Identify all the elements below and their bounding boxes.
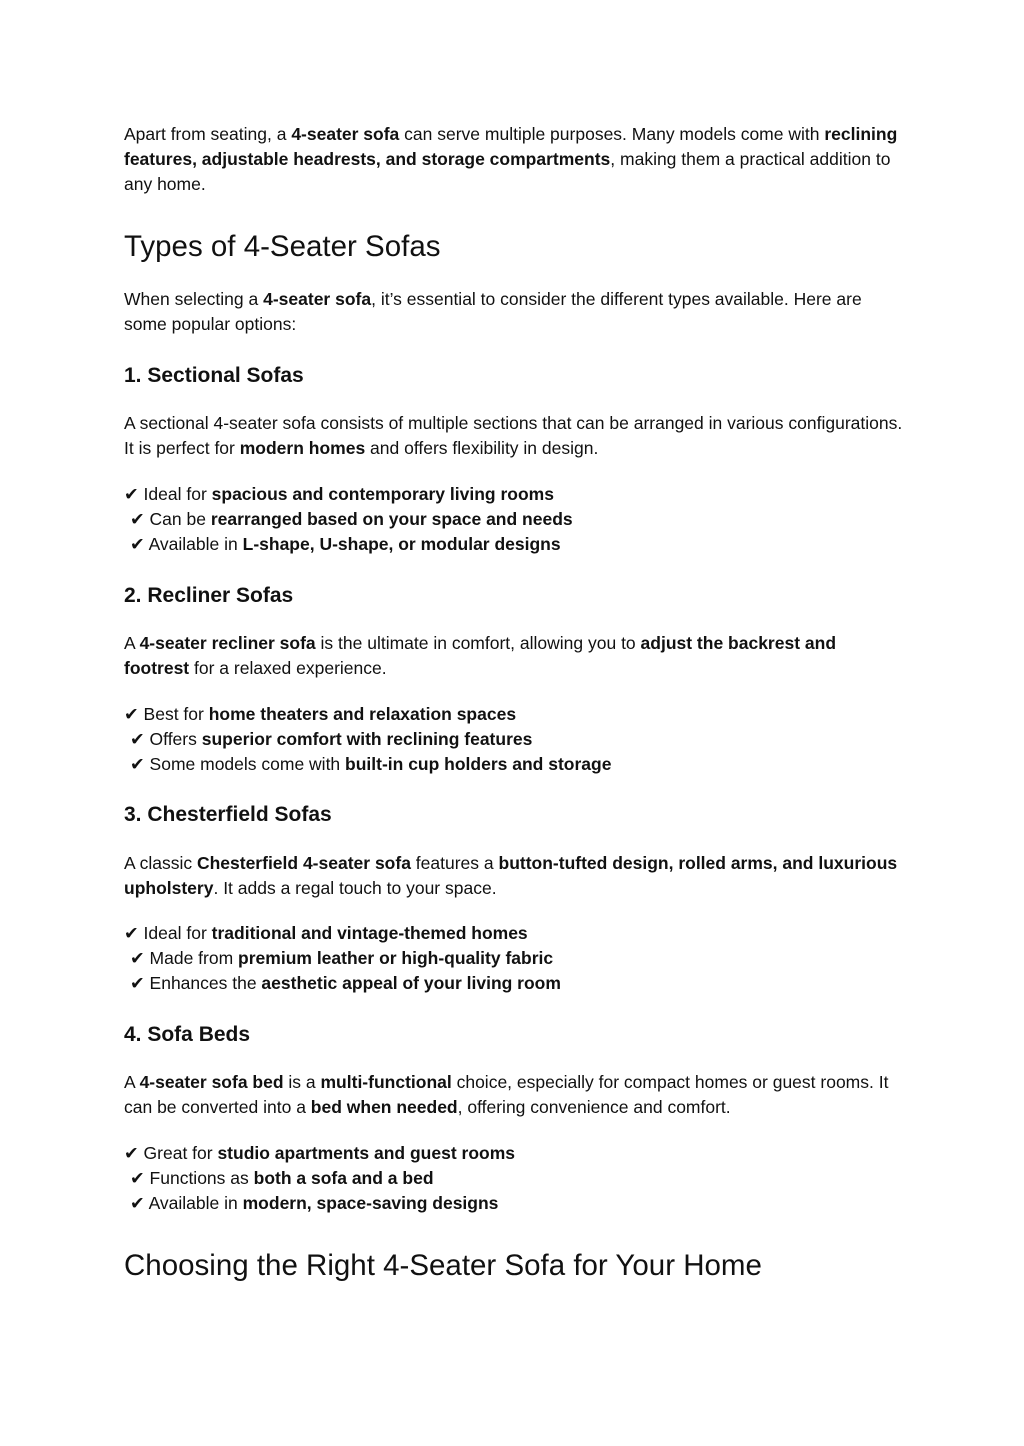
text-run: , offering convenience and comfort. — [457, 1097, 731, 1117]
sectional-paragraph — [124, 411, 904, 461]
choosing-heading: Choosing the Right 4-Seater Sofa for Your Home — [124, 1249, 762, 1282]
checkmark-icon: ✔ — [130, 948, 145, 968]
checkmark-icon: ✔ — [130, 729, 145, 749]
recliner-paragraph — [124, 631, 904, 681]
bold-run: L-shape, U-shape, or modular designs — [242, 534, 561, 554]
checklist-item — [124, 727, 904, 752]
bold-run: adjust the backrest and footrest — [124, 633, 837, 678]
intro-paragraph — [124, 122, 904, 197]
text-run: and offers flexibility in design. — [365, 438, 599, 458]
sofabed-checklist — [124, 1141, 904, 1216]
checkmark-icon: ✔ — [124, 923, 139, 943]
text-run: A classic — [124, 853, 197, 873]
chesterfield-paragraph — [124, 851, 904, 901]
text-run: Best for — [138, 704, 209, 724]
text-run: Ideal for — [138, 923, 212, 943]
text-run: , it’s essential to consider the different types available. Here are some popular options: — [124, 289, 862, 334]
text-run: When selecting a — [124, 289, 264, 309]
checkmark-icon: ✔ — [130, 1168, 145, 1188]
bold-run: modern homes — [239, 438, 366, 458]
text-run: choice, especially for compact homes or guest rooms. It can be converted into a — [124, 1072, 889, 1117]
checkmark-icon: ✔ — [124, 1143, 139, 1163]
types-heading: Types of 4-Seater Sofas — [124, 230, 441, 263]
recliner-heading: 2. Recliner Sofas — [124, 584, 294, 607]
sectional-heading: 1. Sectional Sofas — [124, 364, 304, 387]
checklist-item — [124, 507, 904, 532]
recliner-checklist — [124, 702, 904, 777]
text-run: features a — [410, 853, 499, 873]
checklist-item — [124, 971, 904, 996]
checklist-item — [124, 482, 904, 507]
bold-run: superior comfort with reclining features — [201, 729, 533, 749]
bold-run: aesthetic appeal of your living room — [261, 973, 561, 993]
chesterfield-checklist — [124, 921, 904, 996]
text-run: , making them a practical addition to any home. — [124, 149, 891, 194]
sectional-checklist — [124, 482, 904, 557]
bold-run: traditional and vintage-themed homes — [211, 923, 528, 943]
checkmark-icon: ✔ — [130, 509, 145, 529]
bold-run: home theaters and relaxation spaces — [208, 704, 517, 724]
text-run: Functions as — [144, 1168, 254, 1188]
bold-run: both a sofa and a bed — [253, 1168, 434, 1188]
bold-run: 4-seater recliner sofa — [139, 633, 316, 653]
bold-run: 4-seater sofa bed — [139, 1072, 284, 1092]
text-run: Great for — [138, 1143, 218, 1163]
checklist-item — [124, 946, 904, 971]
bold-run: studio apartments and guest rooms — [217, 1143, 515, 1163]
chesterfield-heading: 3. Chesterfield Sofas — [124, 803, 332, 826]
checkmark-icon: ✔ — [130, 973, 145, 993]
checkmark-icon: ✔ — [130, 754, 145, 774]
text-run: Available in — [144, 1193, 243, 1213]
checkmark-icon: ✔ — [124, 704, 139, 724]
sofabed-paragraph — [124, 1070, 904, 1120]
checklist-item — [124, 1141, 904, 1166]
bold-run: multi-functional — [320, 1072, 452, 1092]
bold-run: 4-seater sofa — [291, 124, 400, 144]
sofabed-heading: 4. Sofa Beds — [124, 1023, 251, 1046]
bold-run: button-tufted design, rolled arms, and luxurious upholstery — [124, 853, 898, 898]
text-run: Offers — [144, 729, 202, 749]
types-intro-paragraph — [124, 287, 904, 337]
checklist-item — [124, 1166, 904, 1191]
text-run: Made from — [144, 948, 239, 968]
text-run: Some models come with — [144, 754, 346, 774]
bold-run: built-in cup holders and storage — [345, 754, 612, 774]
bold-run: premium leather or high-quality fabric — [238, 948, 554, 968]
text-run: . It adds a regal touch to your space. — [213, 878, 497, 898]
text-run: can serve multiple purposes. Many models come with — [399, 124, 825, 144]
bold-run: spacious and contemporary living rooms — [211, 484, 554, 504]
checklist-item — [124, 752, 904, 777]
checklist-item — [124, 921, 904, 946]
bold-run: bed when needed — [310, 1097, 458, 1117]
checkmark-icon: ✔ — [130, 1193, 145, 1213]
checklist-item — [124, 1191, 904, 1216]
bold-run: Chesterfield 4-seater sofa — [196, 853, 411, 873]
bold-run: modern, space-saving designs — [242, 1193, 499, 1213]
checkmark-icon: ✔ — [130, 534, 145, 554]
checklist-item — [124, 702, 904, 727]
checklist-item — [124, 532, 904, 557]
bold-run: rearranged based on your space and needs — [210, 509, 573, 529]
checkmark-icon: ✔ — [124, 484, 139, 504]
text-run: for a relaxed experience. — [189, 658, 387, 678]
text-run: is the ultimate in comfort, allowing you to — [315, 633, 641, 653]
text-run: Ideal for — [138, 484, 212, 504]
text-run: A — [124, 1072, 140, 1092]
bold-run: reclining features, adjustable headrests, and storage compartments — [124, 124, 898, 169]
text-run: Apart from seating, a — [124, 124, 292, 144]
text-run: Available in — [144, 534, 243, 554]
text-run: is a — [283, 1072, 321, 1092]
text-run: Enhances the — [144, 973, 262, 993]
bold-run: 4-seater sofa — [263, 289, 372, 309]
text-run: A — [124, 633, 140, 653]
text-run: A sectional 4-seater sofa consists of multiple sections that can be arranged in various configurations. It is perfect for — [124, 413, 903, 458]
text-run: Can be — [144, 509, 211, 529]
